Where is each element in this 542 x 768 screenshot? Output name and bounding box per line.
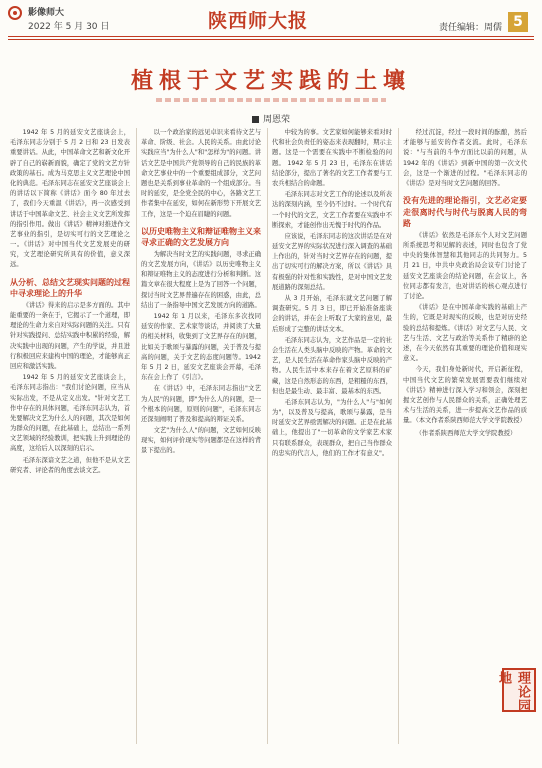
badge-label: 理论园地 [496, 671, 530, 713]
paragraph: 毛泽东同志对文艺工作的论述以及所表达的深刻内涵，至今仍不过时。一个时代有一个时代的文艺，文艺工作者要在实践中不断探索，才能创作出无愧于时代的作品。 [272, 191, 392, 229]
header-rule-secondary [8, 39, 534, 40]
section-subheading: 以历史唯物主义和辩证唯物主义来寻求正确的文艺发展方向 [141, 226, 261, 248]
paragraph: 毛泽东同志认为，"为什么人"与"如何为"，以及普及与提高，歌颂与暴露，是当时延安文艺界亟需解决的问题。正是在此基础上，他提出了"一切革命的文学家艺术家只有联系群众，表现群众，把自己当作群众的忠实的代言人，他们的工作才有意义"。 [272, 398, 392, 457]
author-name: 周恩荣 [262, 115, 290, 125]
paragraph: 1942 年 5 月的延安文艺座谈会上，毛泽东同志分别于 5 月 2 日和 23 日发表重要讲话。从此，中国革命文艺和新文化开辟了自己的崭新面貌，确定了党的文艺方针政策的基石。成为马克思主义文艺理论中国化的典范。毛泽东同志在延安文艺座谈会上的讲话以下简称《讲话》面今 80 年过去了，我们今天重温《讲话》，再一次感受到讲话于中国革命文艺、社会主义文艺所发挥的指引作用。做出《讲话》精神对推进作文艺事业的指引，是切实可行的文艺理论之一。《讲话》对中国当代文艺发展史的研究，文艺理论研究所具有的价值，意义深远。 [10, 129, 130, 269]
paragraph: 文艺"为什么人"的问题，文艺如何反映现实，如何评价现实等问题都是在这样的背景下提出的。 [141, 427, 261, 455]
paragraph: 中较为的事。文艺家如何能够来看对时代和社会负责任的姿态来表现翻时，期示主题。这是一个需要在实践中不断检验的问题。 1942 年 5 月 23 日，毛泽东在讲话结论部分，提出了著名的文艺工作者要与工农兵相结合的命题。 [272, 129, 392, 187]
paragraph: 在《讲话》中，毛泽东同志指出"文艺为人民"的问题，即"为什么人的问题，是一个根本的问题，原则的问题"，毛泽东同志还深刻阐明了普及和提高的辩证关系。 [141, 385, 261, 423]
column-divider [267, 128, 268, 744]
page-header [0, 0, 542, 54]
paragraph: 《讲话》得来的启示是多方面的。其中能重要的一条在于，它揭示了一个道理，即理论的生命力来自对实际问题的关注。只有针对实践提问、总结实践中积累的经验，解决实践中出现的问题，产生的学说，并且进行积极回应来建构中国的理论，才能够真正回应和激活实践。 [10, 301, 130, 370]
editor-credit: 责任编辑：周儒 [438, 23, 502, 33]
author-note: （作者系陕西师范大学文学院教授） [415, 430, 517, 438]
column-divider [136, 128, 137, 744]
article-author [0, 112, 542, 125]
paragraph: 毛泽东同志认为，文艺作品是一定的社会生活在人类头脑中反映的产物。革命的文艺，是人民生活在革命作家头脑中反映的产物。人民生活中本来存在着文艺原料的矿藏，这是自然形态的东西，是粗糙的东西，但也是最生动、最丰富、最基本的东西。 [272, 336, 392, 395]
header-rule [8, 36, 534, 37]
paragraph: 毛泽东深谙文艺之道，但他不是从文艺研究者、评论者的角度去谈文艺。 [10, 456, 130, 474]
issue-date: 2022 年 5 月 30 日 [28, 22, 110, 32]
paragraph: 从 3 月开始，毛泽东就文艺问题了解调查研究。5 月 3 日，即已开始准备座谈会的讲话，并在会上听取了大家的意见，最后形成了完整的讲话文本。 [272, 295, 392, 333]
paragraph: 1942 年 1 月以来，毛泽东多次找同延安的作家、艺术家等谈话，并阅读了大量的相关材料，收集到了文艺界存在的问题，比如关于歌颂与暴露的问题，关于普及与提高的问题，关于文艺的态度问题等。1942 年 5 月 2 日，延安文艺座谈会开幕，毛泽东在会上作了《引言》。 [141, 313, 261, 382]
section-badge [480, 668, 536, 718]
article-column-1 [10, 128, 130, 477]
paragraph: 以一个政治家的远见卓识来看待文艺与革命、阶级、社会。人民的关系。由此讨论实践应当"为什么人"和"怎样为"的问题。讲话文艺是中国共产党领导的自己的民族的革命文艺事业中的一个重要组成部分，文艺问题也是关系到事业革命的一个组成部分。当时的延安，是全党全民的中心，各路文艺工作者集中在延安，如何在新形势下开展文艺工作，这是一个迫在眉睫的问题。 [141, 129, 261, 218]
page-number: 5 [508, 12, 528, 32]
paragraph: 《讲话》依然是毛泽东个人对文艺问题所系统思考和见解的表述，同时也包含了党中央的集体智慧和其他同志的共同努力。5 月 21 日，中共中央政治局会议专门讨论了延安文艺座谈会的结论问题，在会议上，各位同志都有发言，也对讲话的核心观点进行了讨论。 [403, 231, 527, 301]
newspaper-title: 陕西师大报 [208, 10, 309, 32]
article-column-3 [272, 128, 392, 460]
section-subtitle: 影像师大 [28, 8, 65, 18]
paragraph: 《讲话》是在中国革命实践的基础上产生的，它既是对现实的反映，也是对历史经验的总结和提炼。《讲话》对文艺与人民、文艺与生活、文艺与政治等关系作了精辟的论述，在今天依然有其重要的理论价值和现实意义。 [403, 304, 527, 363]
article-column-4 [403, 128, 527, 441]
paragraph: 经过沉淀，经过一段时间的酝酿，然后才能够与延安的作者交流。此时，毛泽东说："与当前的斗争方面比以前的问题，从 1942 年的《讲话》到新中国的第一次文代会，这是一个渐进的过程。"毛泽东同志的《讲话》是对当时文艺问题的回答。 [403, 129, 527, 187]
paragraph: 今天，我们身处新时代，开启新征程，中国当代文艺的繁荣发展需要我们继续对《讲话》精神进行深入学习和领会，深刻把握文艺创作与人民群众的关系，正确处理艺术与生活的关系，进一步提高文艺作品的质量。（本文作者系陕西师范大学文学院教授） [403, 366, 527, 425]
paragraph: 应该说，毛泽东同志的这次讲话是在对延安文艺界的实际状况进行深入调查的基础上作出的，针对当时文艺界存在的问题，提出了切实可行的解决方案，所以《讲话》具有极强的针对性和实践性，是对中国文艺发展道路的深刻总结。 [272, 232, 392, 291]
headline-decoration [156, 98, 386, 102]
paragraph: 1942 年 5 月的延安文艺座谈会上，毛泽东同志指出："我们讨论问题，应当从实际出发，不是从定义出发。"针对文艺工作中存在的具体问题，毛泽东同志认为，首先要解决文艺为什么人的问题，其次是如何为群众的问题，在此基础上，总结出一系列文艺领域的经验教训，把实践上升到理论的高度，这给后人以深刻的启示。 [10, 374, 130, 453]
article-column-2 [141, 128, 261, 458]
paragraph: 为解决当时文艺的实践问题，寻求正确的文艺发展方向，《讲话》以历史唯物主义和辩证唯物主义的态度进行分析和判断。这篇文章在很大程度上是为了回答一个问题，探讨当时文艺界普遍存在的困惑，由此，总结出了一条指导中国文艺发展方向的道路。 [141, 250, 261, 309]
column-divider [398, 128, 399, 744]
section-subheading: 没有先进的理论指引，文艺必定要走很离时代与时代与脱离人民的弯路 [403, 196, 527, 229]
author-bullet-icon [252, 116, 259, 123]
section-subheading: 从分析、总结文艺现实问题的过程中寻求理论上的升华 [10, 277, 130, 299]
logo-icon [8, 6, 22, 20]
article-headline: 植根于文艺实践的土壤 [130, 68, 411, 94]
